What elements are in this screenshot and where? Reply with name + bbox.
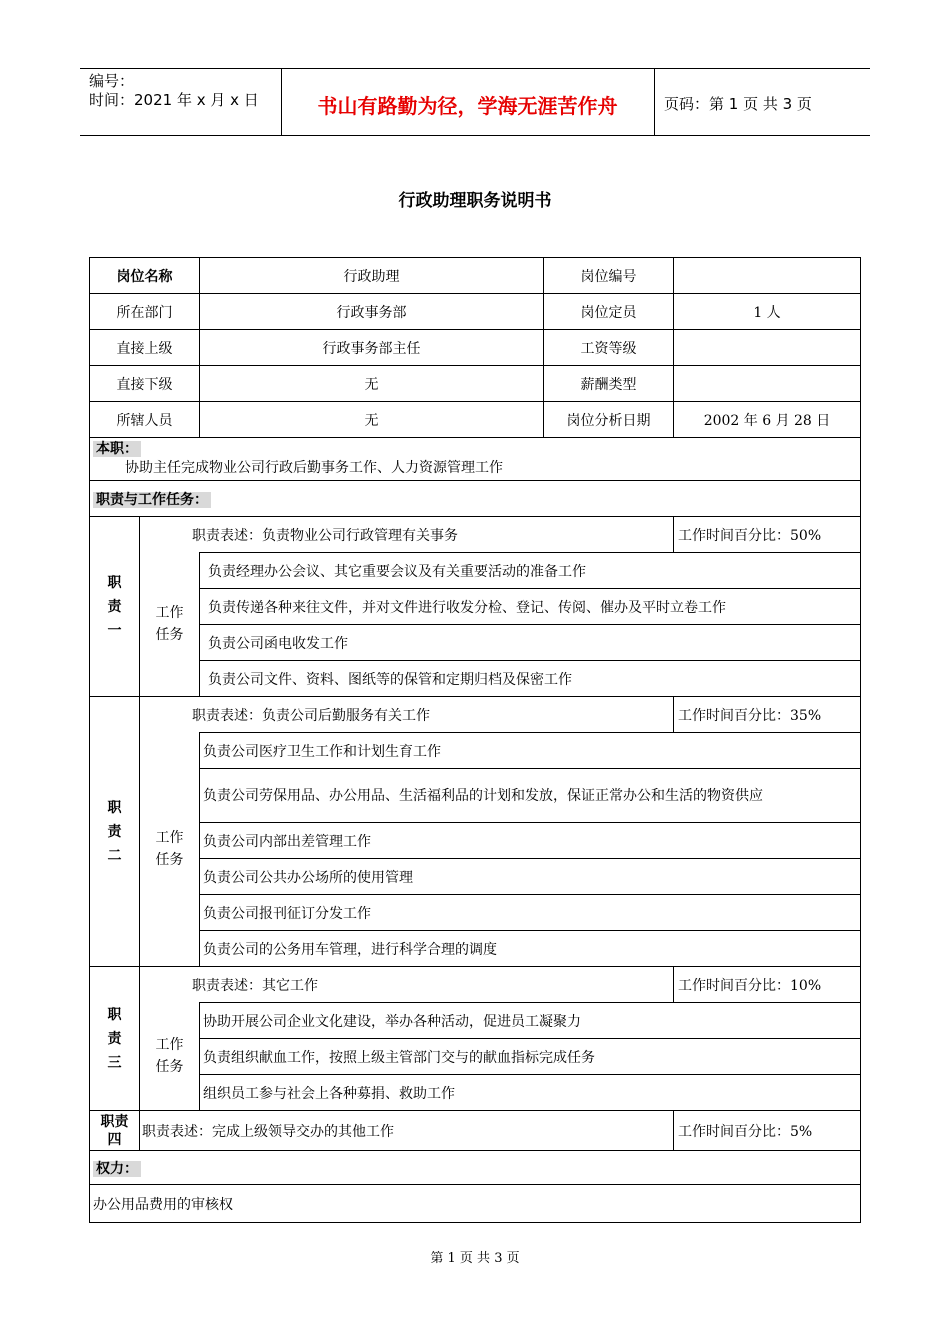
task-item: 负责公司医疗卫生工作和计划生育工作 xyxy=(200,733,861,769)
duty-name: 职 责 一 xyxy=(90,517,140,697)
task-item: 负责公司的公务用车管理，进行科学合理的调度 xyxy=(200,931,861,967)
info-value xyxy=(674,258,861,294)
duty-desc: 职责表述：完成上级领导交办的其他工作 xyxy=(140,1111,674,1151)
duty-name: 职责 四 xyxy=(90,1111,140,1151)
task-row xyxy=(90,1003,861,1039)
task-item: 协助开展公司企业文化建设，举办各种活动，促进员工凝聚力 xyxy=(200,1003,861,1039)
benzhi-label: 本职： xyxy=(93,441,141,457)
duty-desc-row xyxy=(90,697,861,733)
task-label: 工作 任务 xyxy=(140,733,200,967)
task-row xyxy=(90,1075,861,1111)
info-value xyxy=(674,366,861,402)
info-label: 所在部门 xyxy=(90,294,200,330)
task-row xyxy=(90,589,861,625)
power-text: 办公用品费用的审核权 xyxy=(90,1185,861,1223)
page-footer: 第 1 页 共 3 页 xyxy=(430,1251,520,1266)
duties-header-row xyxy=(90,481,861,517)
task-item: 负责公司报刊征订分发工作 xyxy=(200,895,861,931)
info-row xyxy=(90,294,861,330)
info-label: 岗位编号 xyxy=(544,258,674,294)
info-label: 岗位分析日期 xyxy=(544,402,674,438)
duty-percent: 工作时间百分比：10% xyxy=(674,967,861,1003)
header-divider xyxy=(654,68,655,135)
info-value xyxy=(674,330,861,366)
duty-desc-row xyxy=(90,1111,861,1151)
task-item: 负责公司文件、资料、图纸等的保管和定期归档及保密工作 xyxy=(200,661,861,697)
info-value: 1 人 xyxy=(674,294,861,330)
info-row xyxy=(90,402,861,438)
header-bottom-rule xyxy=(80,135,870,136)
duty-desc: 职责表述：其它工作 xyxy=(140,967,674,1003)
info-value: 行政事务部主任 xyxy=(200,330,544,366)
duty-percent: 工作时间百分比：35% xyxy=(674,697,861,733)
duty-desc-row xyxy=(90,517,861,553)
task-row xyxy=(90,625,861,661)
task-row xyxy=(90,859,861,895)
info-label: 直接上级 xyxy=(90,330,200,366)
header-page-label: 页码：第 1 页 共 3 页 xyxy=(664,95,812,113)
task-row xyxy=(90,823,861,859)
task-row xyxy=(90,553,861,589)
info-label: 薪酬类型 xyxy=(544,366,674,402)
time-label: 时间：2021 年 x 月 x 日 xyxy=(89,91,259,109)
info-label: 岗位名称 xyxy=(90,258,200,294)
task-item: 负责传递各种来往文件，并对文件进行收发分检、登记、传阅、催办及平时立卷工作 xyxy=(200,589,861,625)
duty-desc-row xyxy=(90,967,861,1003)
task-item: 负责公司劳保用品、办公用品、生活福利品的计划和发放，保证正常办公和生活的物资供应 xyxy=(200,769,861,823)
header-slogan: 书山有路勤为径，学海无涯苦作舟 xyxy=(317,94,618,118)
duty-desc: 职责表述：负责公司后勤服务有关工作 xyxy=(140,697,674,733)
benzhi-text: 协助主任完成物业公司行政后勤事务工作、人力资源管理工作 xyxy=(125,460,503,476)
task-row xyxy=(90,895,861,931)
info-row xyxy=(90,366,861,402)
page-title: 行政助理职务说明书 xyxy=(398,191,552,211)
task-row xyxy=(90,661,861,697)
task-item: 负责公司公共办公场所的使用管理 xyxy=(200,859,861,895)
info-row xyxy=(90,258,861,294)
task-item: 组织员工参与社会上各种募捐、救助工作 xyxy=(200,1075,861,1111)
power-row xyxy=(90,1185,861,1223)
info-value: 行政事务部 xyxy=(200,294,544,330)
info-value: 2002 年 6 月 28 日 xyxy=(674,402,861,438)
task-label: 工作 任务 xyxy=(140,553,200,697)
info-row xyxy=(90,330,861,366)
task-row xyxy=(90,769,861,823)
task-row xyxy=(90,931,861,967)
code-label: 编号： xyxy=(89,72,135,90)
info-value: 无 xyxy=(200,402,544,438)
header-top-rule xyxy=(80,68,870,69)
task-row xyxy=(90,733,861,769)
info-value: 行政助理 xyxy=(200,258,544,294)
duty-percent: 工作时间百分比：5% xyxy=(674,1111,861,1151)
task-item: 负责公司内部出差管理工作 xyxy=(200,823,861,859)
info-label: 岗位定员 xyxy=(544,294,674,330)
task-row xyxy=(90,1039,861,1075)
info-value: 无 xyxy=(200,366,544,402)
power-header-row xyxy=(90,1151,861,1185)
task-label: 工作 任务 xyxy=(140,1003,200,1111)
duty-name: 职 责 二 xyxy=(90,697,140,967)
benzhi-row xyxy=(90,438,861,481)
duty-percent: 工作时间百分比：50% xyxy=(674,517,861,553)
duty-desc: 职责表述：负责物业公司行政管理有关事务 xyxy=(140,517,674,553)
task-item: 负责组织献血工作，按照上级主管部门交与的献血指标完成任务 xyxy=(200,1039,861,1075)
power-label: 权力： xyxy=(93,1161,141,1177)
duties-label: 职责与工作任务： xyxy=(93,492,211,508)
info-label: 直接下级 xyxy=(90,366,200,402)
info-label: 所辖人员 xyxy=(90,402,200,438)
job-description-table xyxy=(89,257,861,1223)
header-left xyxy=(89,72,259,110)
duty-name: 职 责 三 xyxy=(90,967,140,1111)
info-label: 工资等级 xyxy=(544,330,674,366)
task-item: 负责公司函电收发工作 xyxy=(200,625,861,661)
task-item: 负责经理办公会议、其它重要会议及有关重要活动的准备工作 xyxy=(200,553,861,589)
